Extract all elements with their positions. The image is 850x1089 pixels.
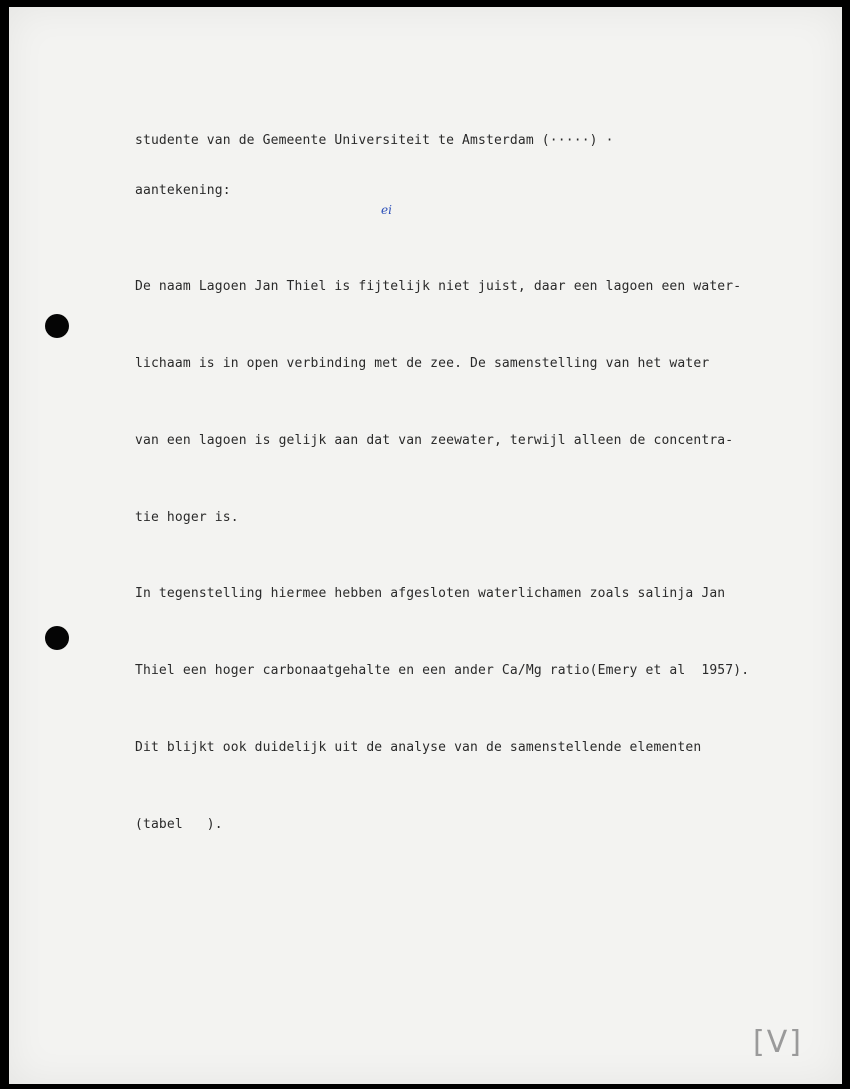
- paragraph-line: Thiel een hoger carbonaatgehalte en een ander Ca/Mg ratio(Emery et al 1957).: [135, 663, 750, 679]
- paragraph-line: De naam Lagoen Jan Thiel is fijtelijk niet juist, daar een lagoen een water-: [135, 279, 742, 295]
- note-heading: aantekening:: [135, 183, 231, 198]
- paragraph-line: Dit blijkt ook duidelijk uit de analyse van de samenstellende elementen: [135, 739, 702, 755]
- paragraph-line: (tabel ).: [135, 816, 223, 832]
- opening-line: studente van de Gemeente Universiteit te Amsterdam (·····) ·: [135, 133, 614, 148]
- punch-hole-bottom: [45, 626, 69, 650]
- archive-mark: [V]: [753, 1025, 803, 1060]
- paragraph-line: lichaam is in open verbinding met de zee. De samenstelling van het water: [135, 355, 710, 371]
- paragraph-line: tie hoger is.: [135, 509, 239, 525]
- document-page: [9, 7, 842, 1084]
- note-paragraph: [135, 223, 749, 888]
- handwritten-correction: ei: [381, 203, 392, 217]
- paragraph-line: In tegenstelling hiermee hebben afgesloten waterlichamen zoals salinja Jan: [135, 586, 726, 602]
- paragraph-line: van een lagoen is gelijk aan dat van zeewater, terwijl alleen de concentra-: [135, 432, 734, 448]
- punch-hole-top: [45, 314, 69, 338]
